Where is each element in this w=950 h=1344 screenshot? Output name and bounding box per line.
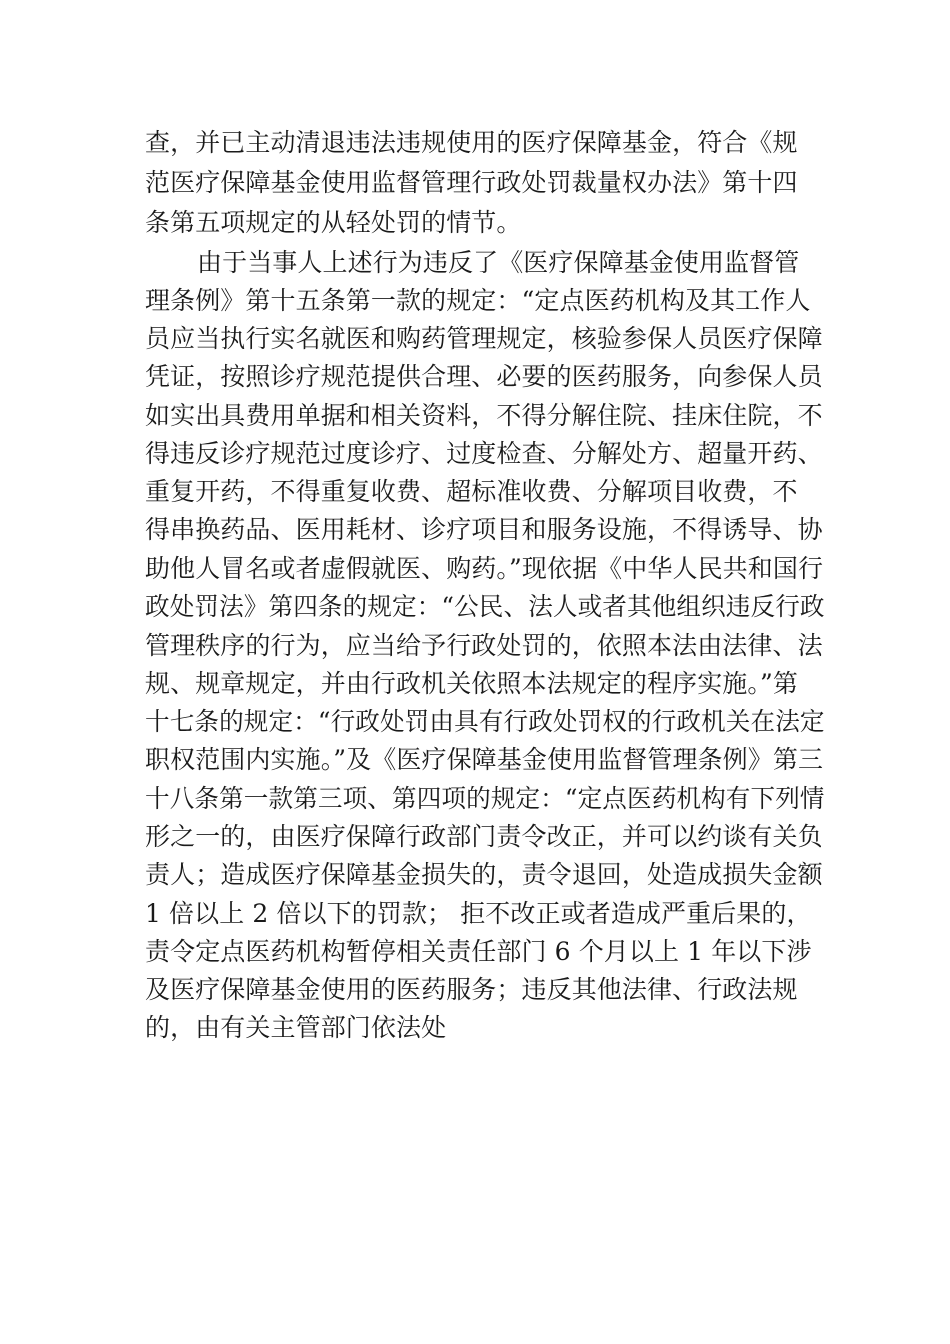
text-line: 得违反诊疗规范过度诊疗、过度检查、分解处方、超量开药、 xyxy=(145,439,823,468)
text-line: 管理秩序的行为，应当给予行政处罚的，依照本法由法律、法 xyxy=(145,631,823,660)
text-line: 如实出具费用单据和相关资料，不得分解住院、挂床住院，不 xyxy=(145,401,823,430)
text-line: 重复开药，不得重复收费、超标准收费、分解项目收费，不 xyxy=(145,477,798,506)
text-line: 员应当执行实名就医和购药管理规定，核验参保人员医疗保障 xyxy=(145,324,823,353)
text-line: 的，由有关主管部门依法处 xyxy=(145,1013,447,1042)
text-line: 1 倍以上 2 倍以下的罚款； 拒不改正或者造成严重后果的， xyxy=(145,899,812,928)
text-line: 条第五项规定的从轻处罚的情节。 xyxy=(145,208,522,237)
paragraph-start-line: 由于当事人上述行为违反了《医疗保障基金使用监督管 xyxy=(197,248,800,277)
text-line: 十八条第一款第三项、第四项的规定：“定点医药机构有下列情 xyxy=(145,784,825,813)
text-line: 责人；造成医疗保障基金损失的，责令退回，处造成损失金额 xyxy=(145,860,823,889)
text-line: 形之一的，由医疗保障行政部门责令改正，并可以约谈有关负 xyxy=(145,822,823,851)
text-line: 凭证，按照诊疗规范提供合理、必要的医药服务，向参保人员 xyxy=(145,362,823,391)
text-line: 及医疗保障基金使用的医药服务；违反其他法律、行政法规 xyxy=(145,975,798,1004)
text-line: 责令定点医药机构暂停相关责任部门 6 个月以上 1 年以下涉 xyxy=(145,937,812,966)
text-line: 助他人冒名或者虚假就医、购药。”现依据《中华人民共和国行 xyxy=(145,554,824,583)
text-line: 查，并已主动清退违法违规使用的医疗保障基金，符合《规 xyxy=(145,128,798,157)
text-line: 理条例》第十五条第一款的规定：“定点医药机构及其工作人 xyxy=(145,286,811,315)
text-line: 职权范围内实施。”及《医疗保障基金使用监督管理条例》第三 xyxy=(145,745,824,774)
text-line: 得串换药品、医用耗材、诊疗项目和服务设施，不得诱导、协 xyxy=(145,515,823,544)
text-line: 十七条的规定：“行政处罚由具有行政处罚权的行政机关在法定 xyxy=(145,707,825,736)
text-line: 规、规章规定，并由行政机关依照本法规定的程序实施。”第 xyxy=(145,669,798,698)
text-line: 范医疗保障基金使用监督管理行政处罚裁量权办法》第十四 xyxy=(145,168,798,197)
text-line: 政处罚法》第四条的规定：“公民、法人或者其他组织违反行政 xyxy=(145,592,825,621)
